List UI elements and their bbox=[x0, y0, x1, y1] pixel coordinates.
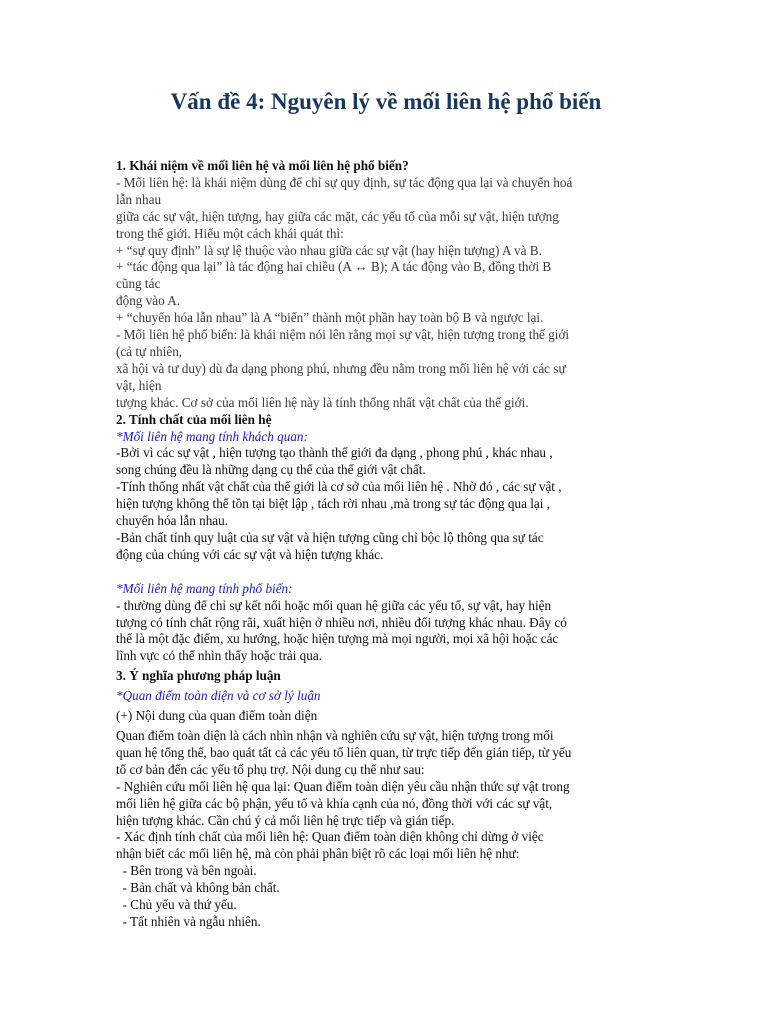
paragraph-line: hiện tượng không thể tồn tại biệt lập , tách rời nhau ,mà trong sự tác động qua lại , bbox=[116, 496, 551, 512]
paragraph-line: tượng khác. Cơ sở của mối liên hệ này là tính thống nhất vật chất của thế giới. bbox=[116, 394, 529, 410]
paragraph-line: -Bản chất tính quy luật của sự vật và hiện tượng cũng chỉ bộc lộ thông qua sự tác bbox=[116, 529, 544, 545]
paragraph-line: - Mối liên hệ phổ biến: là khái niệm nói lên rằng mọi sự vật, hiện tượng trong thế giới bbox=[116, 327, 570, 343]
paragraph-line: - Mối liên hệ: là khái niệm dùng để chỉ sự quy định, sự tác động qua lại và chuyển hoá bbox=[116, 174, 573, 190]
list-item: - Tất nhiên và ngẫu nhiên. bbox=[116, 913, 261, 929]
paragraph-line: động của chúng với các sự vật và hiện tượng khác. bbox=[116, 546, 384, 562]
paragraph-line: thể là một đặc điểm, xu hướng, hoặc hiện tượng mà mọi người, mọi xã hội hoặc các bbox=[116, 631, 559, 647]
paragraph-line: mối liên hệ giữa các bộ phận, yếu tố và khía cạnh của nó, đồng thời với các sự vật, bbox=[116, 795, 553, 811]
page-title: Vấn đề 4: Nguyên lý về mối liên hệ phổ biến bbox=[170, 89, 602, 114]
section-3-subheading: *Quan điểm toàn diện và cơ sở lý luận bbox=[116, 688, 321, 704]
paragraph-line: tố cơ bản đến các yếu tố phụ trợ. Nội dung cụ thể như sau: bbox=[116, 761, 425, 777]
paragraph-line: lĩnh vực có thể nhìn thấy hoặc trải qua. bbox=[116, 648, 322, 664]
paragraph-line: nhận biết các mối liên hệ, mà còn phải phân biệt rõ các loại mối liên hệ như: bbox=[116, 846, 520, 862]
document-body bbox=[116, 158, 656, 931]
section-3-content-heading: (+) Nội dung của quan điểm toàn diện bbox=[116, 708, 318, 724]
section-1-content bbox=[116, 175, 656, 412]
list-item: - Chủ yếu và thứ yếu. bbox=[116, 897, 237, 913]
paragraph-line: tượng có tính chất rộng rãi, xuất hiện ở nhiều nơi, nhiều đối tượng khác nhau. Đây có bbox=[116, 614, 567, 630]
paragraph-line: trong thế giới. Hiểu một cách khái quát thì: bbox=[116, 225, 344, 241]
paragraph-line: Quan điểm toàn diện là cách nhìn nhận và nghiên cứu sự vật, hiện tượng trong mối bbox=[116, 728, 554, 743]
paragraph-line: (cả tự nhiên, bbox=[116, 343, 183, 359]
paragraph-line: chuyển hóa lẫn nhau. bbox=[116, 513, 229, 529]
section-1-heading: 1. Khái niệm về mối liên hệ và mối liên hệ phổ biến? bbox=[116, 158, 409, 173]
paragraph-line: cũng tác bbox=[116, 276, 161, 292]
paragraph-spacer bbox=[116, 564, 656, 581]
paragraph-line: xã hội và tư duy) dù đa dạng phong phú, nhưng đều nằm trong mối liên hệ với các sự bbox=[116, 360, 566, 376]
paragraph-line: -Bởi vì các sự vật , hiện tượng tạo thành thế giới đa dạng , phong phú , khác nhau , bbox=[116, 445, 553, 461]
paragraph-line: song chúng đều là những dạng cụ thể của thế giới vật chất. bbox=[116, 462, 426, 478]
section-3-heading: 3. Ý nghĩa phương pháp luận bbox=[116, 668, 281, 684]
paragraph-line: - thường dùng để chỉ sự kết nối hoặc mối quan hệ giữa các yếu tố, sự vật, hay hiện bbox=[116, 597, 552, 613]
paragraph-line: động vào A. bbox=[116, 293, 181, 309]
list-item: - Bên trong và bên ngoài. bbox=[116, 863, 257, 879]
paragraph-line: + “sự quy định” là sự lệ thuộc vào nhau giữa các sự vật (hay hiện tượng) A và B. bbox=[116, 242, 542, 258]
paragraph-line: lẫn nhau bbox=[116, 191, 162, 207]
section-2-subheading-universal: *Mối liên hệ mang tính phổ biến: bbox=[116, 580, 293, 596]
paragraph-line: -Tính thống nhất vật chất của thế giới là cơ sở của mối liên hệ . Nhờ đó , các sự vật , bbox=[116, 479, 562, 495]
paragraph-line: - Nghiên cứu mối liên hệ qua lại: Quan điểm toàn diện yêu cầu nhận thức sự vật trong bbox=[116, 778, 570, 794]
paragraph-line: + “chuyển hóa lẫn nhau” là A “biến” thành một phần hay toàn bộ B và ngược lại. bbox=[116, 310, 544, 326]
paragraph-line: hiện tượng khác. Cần chú ý cả mối liên hệ trực tiếp và gián tiếp. bbox=[116, 812, 455, 828]
paragraph-line: - Xác định tính chất của mối liên hệ: Quan điểm toàn diện không chỉ dừng ở việc bbox=[116, 829, 544, 845]
paragraph-line: vật, hiện bbox=[116, 377, 162, 393]
paragraph-line: quan hệ tổng thể, bao quát tất cả các yếu tố liên quan, từ trực tiếp đến gián tiếp, từ yếu bbox=[116, 744, 572, 760]
paragraph-line: + “tác động qua lại” là tác động hai chiều (A ↔ B); A tác động vào B, đồng thời B bbox=[116, 259, 552, 275]
section-2-heading: 2. Tính chất của mối liên hệ bbox=[116, 411, 272, 427]
section-2-subheading-objective: *Mối liên hệ mang tính khách quan: bbox=[116, 428, 308, 444]
paragraph-line: giữa các sự vật, hiện tượng, hay giữa các mặt, các yếu tố của mỗi sự vật, hiện tượng bbox=[116, 208, 559, 224]
list-item: - Bản chất và không bản chất. bbox=[116, 880, 280, 896]
